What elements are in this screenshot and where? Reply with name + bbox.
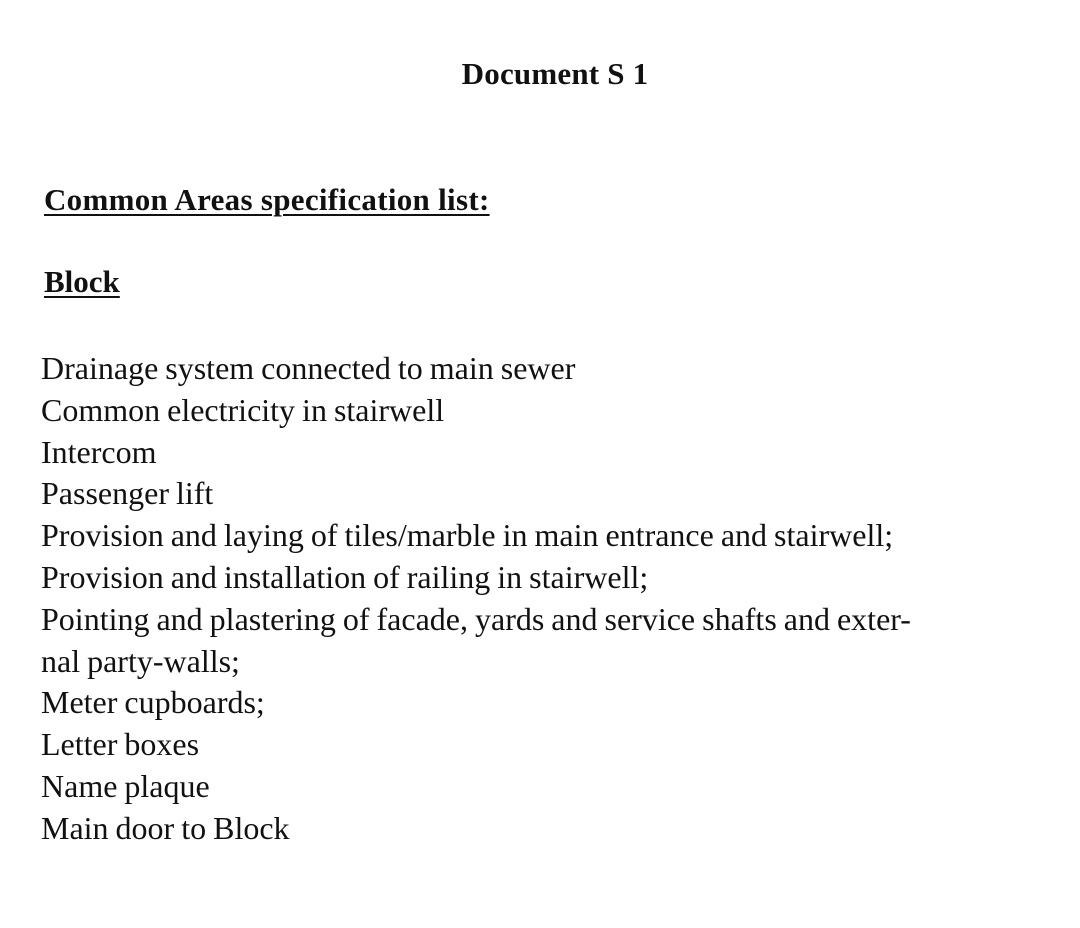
spec-item: Letter boxes xyxy=(41,726,200,763)
sub-heading-block: Block xyxy=(44,264,120,299)
spec-item: Name plaque xyxy=(41,767,210,804)
spec-item: Passenger lift xyxy=(41,475,214,512)
spec-item: Provision and installation of railing in stairwell; xyxy=(41,558,649,595)
spec-item: Intercom xyxy=(41,433,157,470)
spec-item: Main door to Block xyxy=(41,809,290,846)
specification-list xyxy=(41,348,1071,850)
spec-item: Provision and laying of tiles/marble in main entrance and stairwell; xyxy=(41,517,894,554)
spec-item: Common electricity in stairwell xyxy=(41,391,445,428)
spec-item: Drainage system connected to main sewer xyxy=(41,350,576,386)
spec-item: Pointing and plastering of facade, yards and service shafts and exter- xyxy=(41,600,911,637)
section-heading: Common Areas specification list: xyxy=(44,182,490,217)
document-title: Document S 1 xyxy=(461,56,649,91)
spec-item: Meter cupboards; xyxy=(41,684,265,721)
spec-item: nal party-walls; xyxy=(41,642,240,679)
